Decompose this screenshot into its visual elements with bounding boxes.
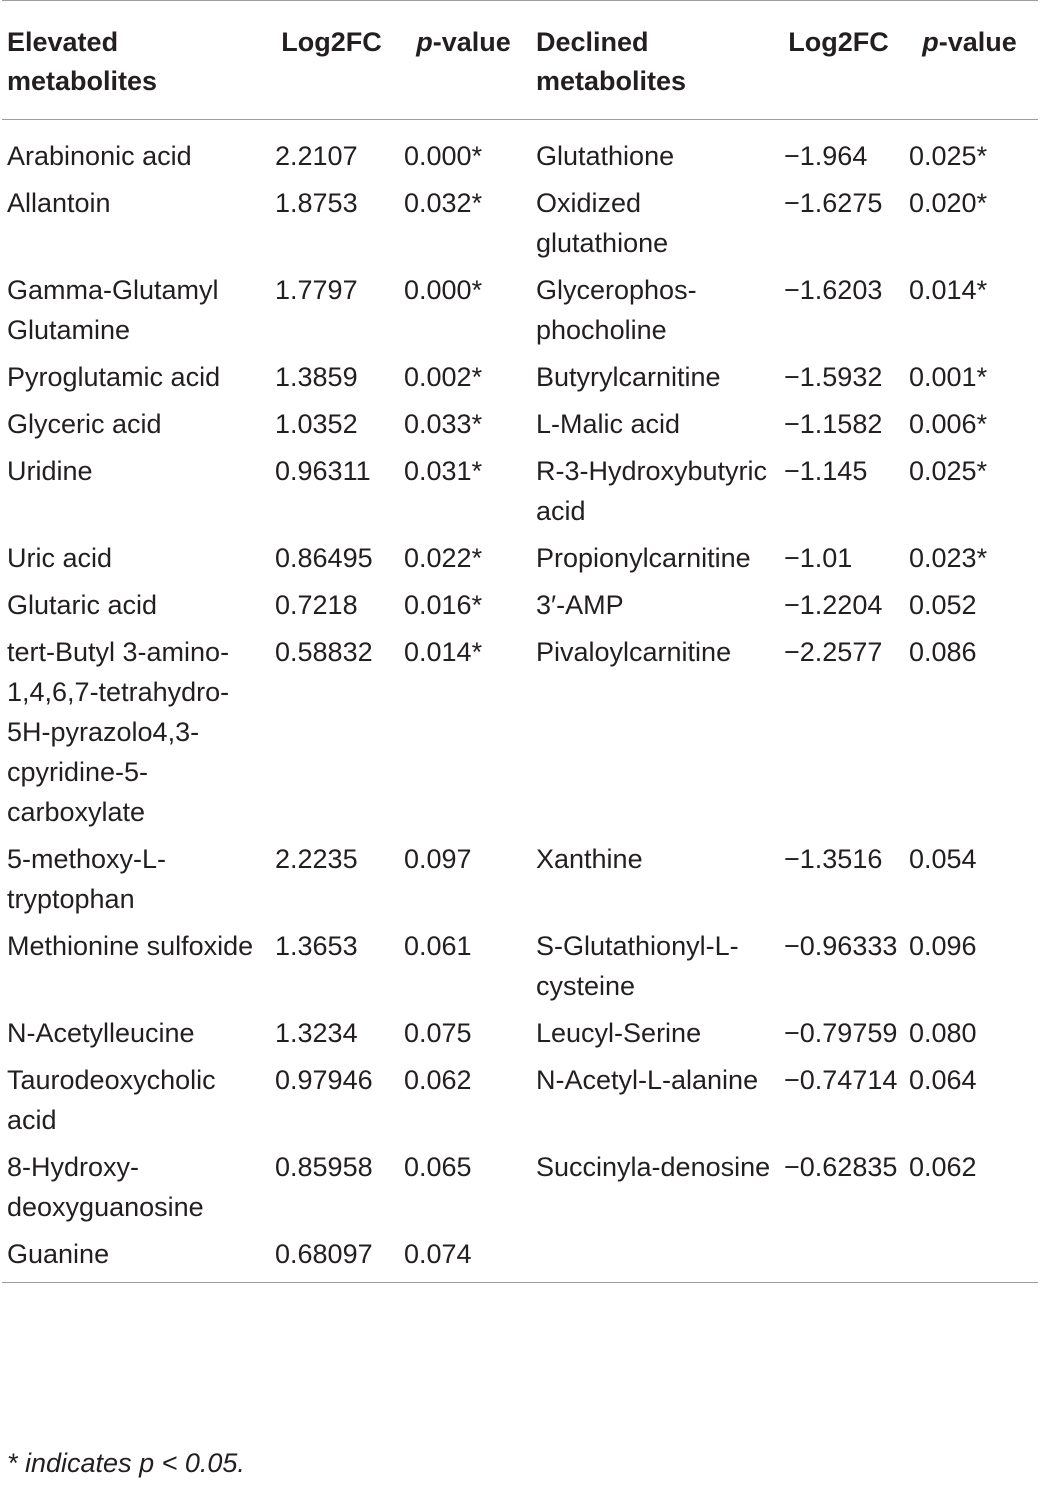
cell-elevated-metabolite: Uric acid	[7, 543, 113, 573]
cell-declined-pvalue: 0.096	[909, 931, 977, 961]
cell-elevated-log2fc: 1.7797	[275, 275, 358, 305]
cell-declined-pvalue: 0.014*	[909, 275, 988, 305]
cell-declined-metabolite: Oxidized glutathione	[536, 188, 669, 258]
table-header	[2, 1, 1038, 120]
cell-declined-log2fc: −0.62835	[784, 1152, 898, 1182]
table-row	[2, 538, 1038, 585]
cell-elevated-metabolite: Pyroglutamic acid	[7, 362, 221, 392]
cell-declined-pvalue: 0.023*	[909, 543, 988, 573]
cell-elevated-metabolite: 5-methoxy-L-tryptophan	[7, 844, 167, 914]
cell-declined-log2fc: −0.96333	[784, 931, 898, 961]
header-log2fc-elevated: Log2FC	[281, 27, 382, 57]
cell-declined-metabolite: Butyrylcarnitine	[536, 362, 721, 392]
table-row	[2, 1234, 1038, 1283]
cell-elevated-pvalue: 0.000*	[404, 275, 483, 305]
cell-elevated-pvalue: 0.033*	[404, 409, 483, 439]
cell-elevated-pvalue: 0.000*	[404, 141, 483, 171]
table-row	[2, 1013, 1038, 1060]
cell-declined-log2fc	[776, 1234, 901, 1283]
cell-declined-pvalue: 0.020*	[909, 188, 988, 218]
cell-elevated-log2fc: 1.8753	[275, 188, 358, 218]
cell-declined-pvalue: 0.006*	[909, 409, 988, 439]
cell-declined-log2fc: −1.6203	[784, 275, 883, 305]
cell-elevated-metabolite: Glyceric acid	[7, 409, 162, 439]
cell-declined-log2fc: −1.01	[784, 543, 853, 573]
cell-elevated-log2fc: 0.58832	[275, 637, 373, 667]
table-row	[2, 451, 1038, 538]
cell-declined-pvalue	[901, 1234, 1038, 1283]
cell-elevated-pvalue: 0.016*	[404, 590, 483, 620]
cell-elevated-pvalue: 0.031*	[404, 456, 483, 486]
cell-elevated-metabolite: Guanine	[7, 1239, 110, 1269]
metabolites-table	[2, 0, 1038, 1283]
cell-elevated-pvalue: 0.032*	[404, 188, 483, 218]
header-log2fc-declined: Log2FC	[788, 27, 889, 57]
cell-elevated-log2fc: 2.2107	[275, 141, 358, 171]
cell-elevated-pvalue: 0.074	[404, 1239, 472, 1269]
cell-declined-metabolite: R-3-Hydroxybutyric acid	[536, 456, 768, 526]
cell-declined-pvalue: 0.062	[909, 1152, 977, 1182]
cell-elevated-pvalue: 0.097	[404, 844, 472, 874]
cell-declined-log2fc: −1.5932	[784, 362, 883, 392]
cell-elevated-pvalue: 0.075	[404, 1018, 472, 1048]
cell-declined-log2fc: −0.79759	[784, 1018, 898, 1048]
header-declined-metabolites: Declined metabolites	[536, 27, 687, 96]
cell-declined-log2fc: −1.3516	[784, 844, 883, 874]
cell-declined-log2fc: −1.964	[784, 141, 868, 171]
cell-declined-metabolite	[531, 1234, 776, 1283]
header-elevated-metabolites: Elevated metabolites	[7, 27, 158, 96]
cell-elevated-metabolite: Methionine sulfoxide	[7, 931, 254, 961]
table-row	[2, 120, 1038, 184]
header-pvalue-elevated: p-value	[416, 27, 511, 57]
cell-declined-metabolite: Pivaloylcarnitine	[536, 637, 732, 667]
cell-elevated-pvalue: 0.022*	[404, 543, 483, 573]
cell-declined-metabolite: L-Malic acid	[536, 409, 681, 439]
cell-elevated-pvalue: 0.065	[404, 1152, 472, 1182]
cell-elevated-log2fc: 0.97946	[275, 1065, 373, 1095]
cell-declined-pvalue: 0.080	[909, 1018, 977, 1048]
cell-declined-log2fc: −2.2577	[784, 637, 883, 667]
cell-declined-log2fc: −1.145	[784, 456, 868, 486]
cell-declined-pvalue: 0.054	[909, 844, 977, 874]
cell-declined-pvalue: 0.025*	[909, 141, 988, 171]
table-row	[2, 404, 1038, 451]
cell-declined-pvalue: 0.064	[909, 1065, 977, 1095]
cell-elevated-log2fc: 1.3859	[275, 362, 358, 392]
cell-elevated-log2fc: 0.96311	[275, 456, 371, 486]
cell-declined-log2fc: −1.6275	[784, 188, 883, 218]
header-pvalue-declined: p-value	[922, 27, 1017, 57]
cell-elevated-pvalue: 0.061	[404, 931, 472, 961]
cell-elevated-pvalue: 0.002*	[404, 362, 483, 392]
table-row	[2, 926, 1038, 1013]
cell-declined-log2fc: −0.74714	[784, 1065, 898, 1095]
header-row	[2, 1, 1038, 120]
cell-declined-metabolite: S-Glutathionyl-L-cysteine	[536, 931, 739, 1001]
table-row	[2, 1147, 1038, 1234]
cell-elevated-log2fc: 0.85958	[275, 1152, 373, 1182]
cell-elevated-log2fc: 0.86495	[275, 543, 373, 573]
table-row	[2, 183, 1038, 270]
table-row	[2, 270, 1038, 357]
table-row	[2, 632, 1038, 839]
cell-declined-pvalue: 0.086	[909, 637, 977, 667]
cell-elevated-metabolite: Taurodeoxycholic acid	[7, 1065, 216, 1135]
cell-elevated-log2fc: 0.68097	[275, 1239, 373, 1269]
cell-declined-metabolite: Glycerophos-phocholine	[536, 275, 697, 345]
cell-declined-metabolite: N-Acetyl-L-alanine	[536, 1065, 759, 1095]
cell-declined-metabolite: Xanthine	[536, 844, 643, 874]
cell-elevated-metabolite: Glutaric acid	[7, 590, 158, 620]
cell-declined-metabolite: Glutathione	[536, 141, 675, 171]
cell-elevated-log2fc: 1.0352	[275, 409, 358, 439]
cell-declined-pvalue: 0.052	[909, 590, 977, 620]
cell-elevated-pvalue: 0.062	[404, 1065, 472, 1095]
table-body	[2, 120, 1038, 1283]
cell-declined-metabolite: Leucyl-Serine	[536, 1018, 702, 1048]
cell-elevated-log2fc: 0.7218	[275, 590, 358, 620]
cell-declined-log2fc: −1.1582	[784, 409, 883, 439]
cell-declined-metabolite: 3′-AMP	[536, 590, 624, 620]
table-row	[2, 357, 1038, 404]
cell-elevated-log2fc: 2.2235	[275, 844, 358, 874]
cell-declined-metabolite: Propionylcarnitine	[536, 543, 751, 573]
cell-elevated-metabolite: Allantoin	[7, 188, 111, 218]
cell-elevated-metabolite: tert-Butyl 3-amino-1,4,6,7-tetrahydro-5H-pyrazolo4,3-cpyridine-5-carboxylate	[7, 637, 230, 827]
cell-elevated-log2fc: 1.3653	[275, 931, 358, 961]
cell-elevated-metabolite: N-Acetylleucine	[7, 1018, 195, 1048]
cell-elevated-metabolite: Gamma-Glutamyl Glutamine	[7, 275, 219, 345]
cell-declined-log2fc: −1.2204	[784, 590, 883, 620]
cell-elevated-metabolite: 8-Hydroxy-deoxyguanosine	[7, 1152, 204, 1222]
cell-elevated-metabolite: Uridine	[7, 456, 93, 486]
cell-elevated-pvalue: 0.014*	[404, 637, 483, 667]
table-footnote: * indicates p < 0.05.	[7, 1448, 245, 1478]
cell-declined-metabolite: Succinyla-denosine	[536, 1152, 771, 1182]
table-row	[2, 1060, 1038, 1147]
cell-elevated-metabolite: Arabinonic acid	[7, 141, 192, 171]
table-row	[2, 585, 1038, 632]
table-row	[2, 839, 1038, 926]
cell-elevated-log2fc: 1.3234	[275, 1018, 358, 1048]
cell-declined-pvalue: 0.025*	[909, 456, 988, 486]
cell-declined-pvalue: 0.001*	[909, 362, 988, 392]
